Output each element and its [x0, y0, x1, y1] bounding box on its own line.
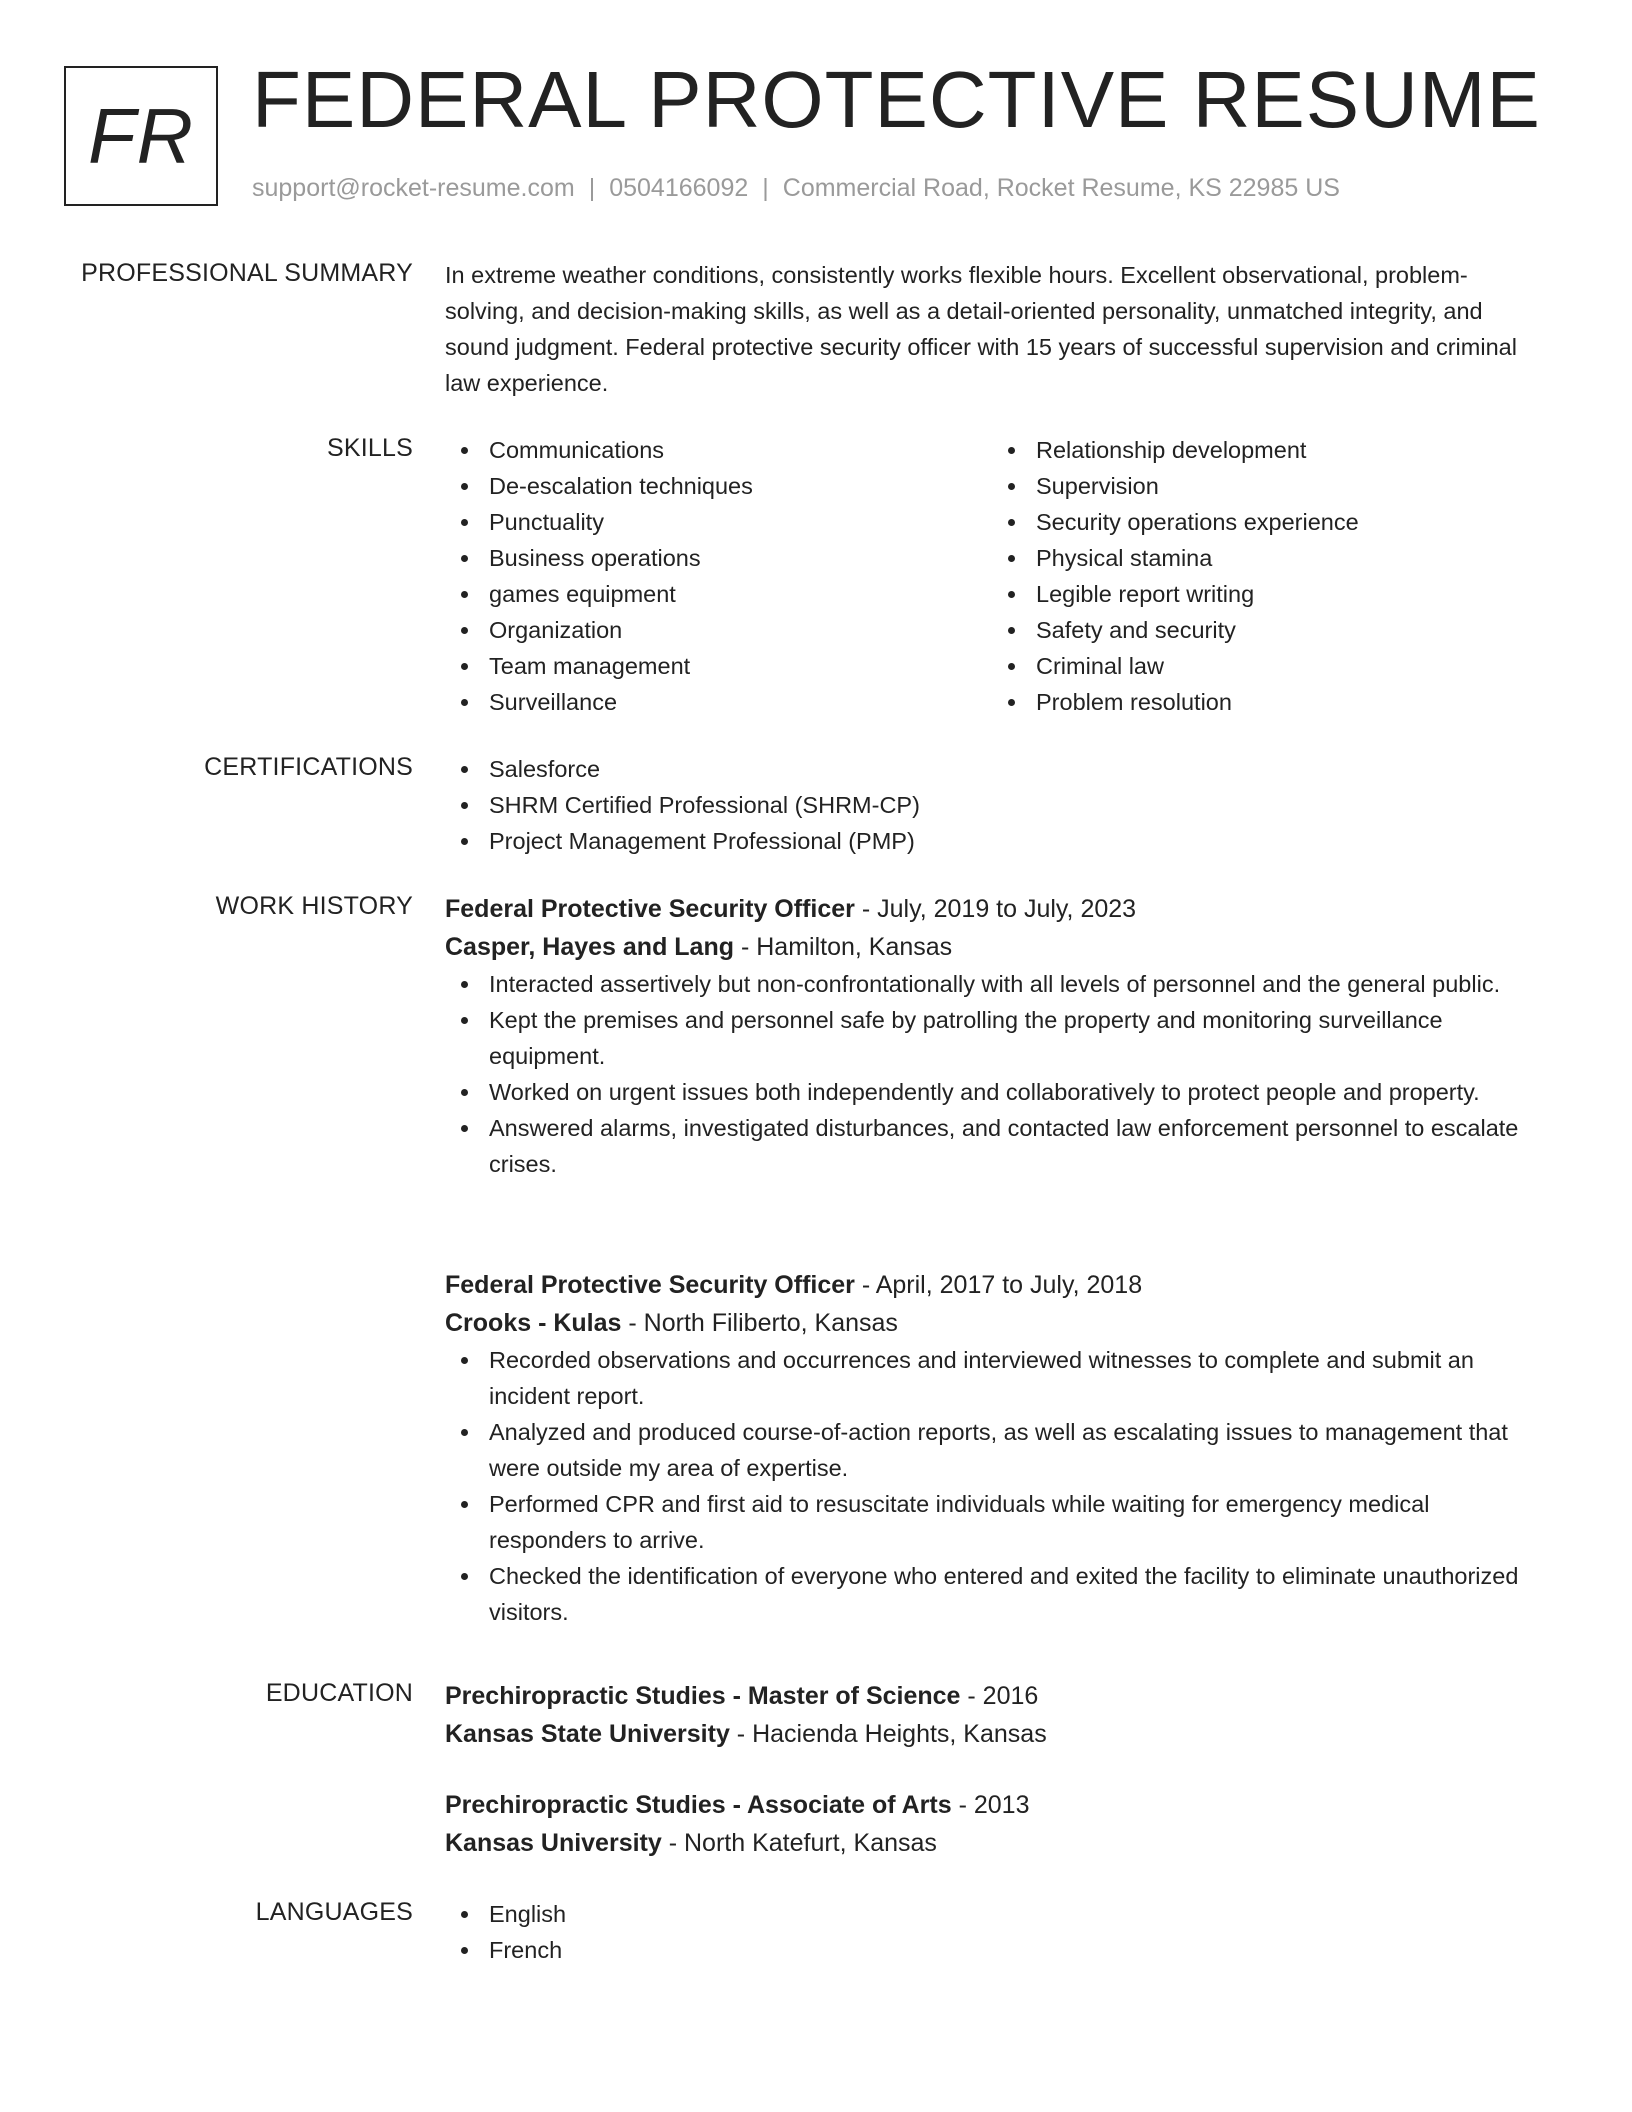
languages-list — [445, 1896, 1545, 1968]
job-location: - Hamilton, Kansas — [734, 933, 953, 961]
skill-item: Surveillance — [445, 684, 992, 720]
education-entry — [445, 1786, 1545, 1862]
certification-item: Project Management Professional (PMP) — [445, 823, 1545, 859]
job-location: - North Filiberto, Kansas — [621, 1309, 898, 1337]
education-degree: Prechiropractic Studies - Master of Science — [445, 1682, 961, 1710]
job-bullet: Answered alarms, investigated disturbances, and contacted law enforcement personnel to escalate crises. — [445, 1110, 1545, 1182]
job-title-line — [445, 1266, 1545, 1304]
contact-line — [252, 174, 1340, 203]
contact-address: Commercial Road, Rocket Resume, KS 22985 US — [782, 174, 1340, 202]
section-label-languages: LANGUAGES — [255, 1898, 413, 1926]
education-location: - North Katefurt, Kansas — [661, 1829, 937, 1857]
section-label-summary: PROFESSIONAL SUMMARY — [81, 259, 413, 287]
section-label-certifications: CERTIFICATIONS — [204, 753, 413, 781]
job-bullet: Interacted assertively but non-confrontationally with all levels of personnel and the general public. — [445, 966, 1545, 1002]
job-company-line — [445, 928, 1545, 966]
skills-list-left — [445, 432, 992, 720]
language-item: English — [445, 1896, 1545, 1932]
education-school: Kansas State University — [445, 1720, 730, 1748]
skill-item: Team management — [445, 648, 992, 684]
job-bullet: Performed CPR and first aid to resuscitate individuals while waiting for emergency medical responders to arrive. — [445, 1486, 1545, 1558]
job-bullet: Worked on urgent issues both independently and collaboratively to protect people and property. — [445, 1074, 1545, 1110]
job-entry — [445, 1266, 1545, 1630]
job-company: Crooks - Kulas — [445, 1309, 622, 1337]
job-company: Casper, Hayes and Lang — [445, 933, 735, 961]
skill-item: Punctuality — [445, 504, 992, 540]
education-year: - 2016 — [960, 1682, 1039, 1710]
job-bullets — [445, 1342, 1545, 1630]
skill-item: Communications — [445, 432, 992, 468]
resume-title: FEDERAL PROTECTIVE RESUME — [252, 55, 1541, 144]
skill-item: De-escalation techniques — [445, 468, 992, 504]
skill-item: Physical stamina — [992, 540, 1539, 576]
job-bullet: Recorded observations and occurrences and interviewed witnesses to complete and submit an incident report. — [445, 1342, 1545, 1414]
skill-item: Safety and security — [992, 612, 1539, 648]
job-title: Federal Protective Security Officer — [445, 895, 855, 923]
job-bullets — [445, 966, 1545, 1182]
education-location: - Hacienda Heights, Kansas — [729, 1720, 1047, 1748]
skill-item: games equipment — [445, 576, 992, 612]
education-entry — [445, 1677, 1545, 1753]
job-bullet: Analyzed and produced course-of-action reports, as well as escalating issues to management that were outside my area of expertise. — [445, 1414, 1545, 1486]
job-title: Federal Protective Security Officer — [445, 1271, 855, 1299]
contact-separator: | — [588, 174, 596, 202]
section-label-skills: SKILLS — [327, 434, 413, 462]
job-dates: - April, 2017 to July, 2018 — [854, 1271, 1143, 1299]
skill-item: Relationship development — [992, 432, 1539, 468]
section-label-education: EDUCATION — [265, 1679, 413, 1707]
job-bullet: Checked the identification of everyone who entered and exited the facility to eliminate unauthorized visitors. — [445, 1558, 1545, 1630]
certifications-list — [445, 751, 1545, 859]
skill-item: Legible report writing — [992, 576, 1539, 612]
certification-item: Salesforce — [445, 751, 1545, 787]
skill-item: Problem resolution — [992, 684, 1539, 720]
skill-item: Business operations — [445, 540, 992, 576]
skill-item: Security operations experience — [992, 504, 1539, 540]
skills-list-right — [992, 432, 1539, 720]
education-year: - 2013 — [951, 1791, 1030, 1819]
contact-phone[interactable]: 0504166092 — [609, 174, 749, 202]
job-title-line — [445, 890, 1545, 928]
education-school-line — [445, 1715, 1545, 1753]
language-item: French — [445, 1932, 1545, 1968]
education-school-line — [445, 1824, 1545, 1862]
contact-separator: | — [762, 174, 769, 202]
education-degree-line — [445, 1677, 1545, 1715]
job-company-line — [445, 1304, 1545, 1342]
summary-text: In extreme weather conditions, consistently works flexible hours. Excellent observational, problem-solving, and decision-making skills, as well as a detail-oriented personality, unmatched integrity, and sound judgment. Federal protective security officer with 15 years of successful supervision and criminal law experience. — [445, 262, 1517, 396]
section-label-work-history: WORK HISTORY — [215, 892, 413, 920]
education-degree-line — [445, 1786, 1545, 1824]
job-entry — [445, 890, 1545, 1182]
job-dates: - July, 2019 to July, 2023 — [854, 895, 1137, 923]
contact-email[interactable]: support@rocket-resume.com — [252, 174, 575, 202]
skill-item: Criminal law — [992, 648, 1539, 684]
skill-item: Organization — [445, 612, 992, 648]
skill-item: Supervision — [992, 468, 1539, 504]
monogram-logo: FR — [64, 66, 218, 206]
education-school: Kansas University — [445, 1829, 662, 1857]
job-bullet: Kept the premises and personnel safe by patrolling the property and monitoring surveillance equipment. — [445, 1002, 1545, 1074]
education-degree: Prechiropractic Studies - Associate of Arts — [445, 1791, 952, 1819]
certification-item: SHRM Certified Professional (SHRM-CP) — [445, 787, 1545, 823]
